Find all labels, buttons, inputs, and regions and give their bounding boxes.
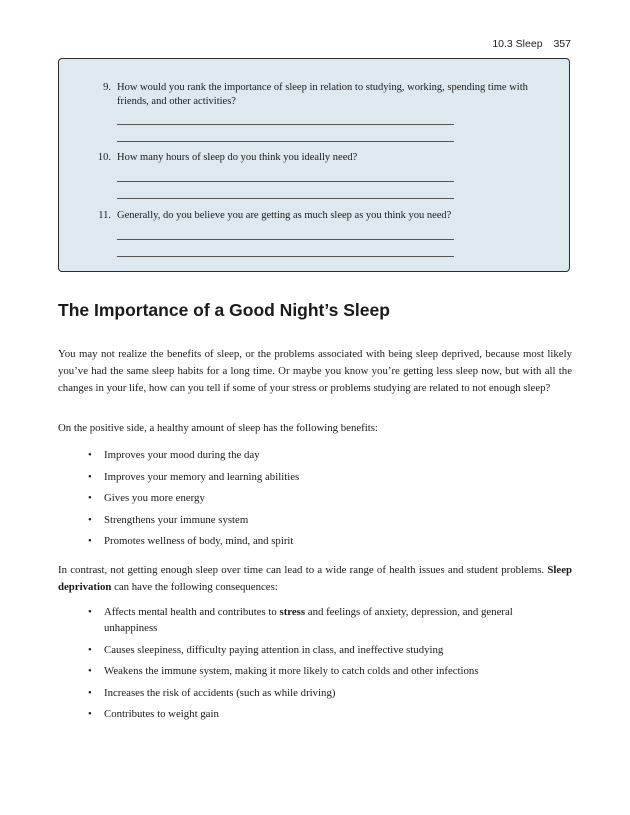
item-text: Weakens the immune system, making it more likely to catch colds and other infections [104, 665, 479, 677]
question-item [89, 151, 529, 199]
list-item: • Promotes wellness of body, mind, and spirit [88, 533, 548, 549]
page-number: 357 [553, 38, 571, 50]
intro-paragraph: You may not realize the benefits of sleep, or the problems associated with being sleep deprived, because most likely you’ve had the same sleep habits for a long time. Or maybe you know you’re getting less sleep now, but with all the changes in your life, how can you tell if some of your stress or problems studying are related to not enough sleep? [58, 348, 572, 395]
reflection-question-box [58, 58, 570, 272]
contrast-paragraph [58, 562, 572, 596]
list-item [88, 685, 548, 701]
list-item [88, 604, 548, 636]
item-text: and feelings of anxiety, depression, and general unhappiness [104, 606, 513, 634]
question-number: 10. [97, 152, 111, 163]
item-text: Contributes to weight gain [104, 708, 219, 720]
question-text: How would you rank the importance of sleep in relation to studying, working, spending time with friends, and other activities? [117, 82, 528, 107]
section-heading: The Importance of a Good Night’s Sleep [58, 300, 390, 320]
answer-line [117, 108, 454, 125]
item-text: Causes sleepiness, difficulty paying attention in class, and ineffective studying [104, 643, 444, 656]
section-label: 10.3 Sleep [492, 38, 543, 50]
answer-line [117, 165, 454, 182]
question-item [89, 81, 529, 142]
list-item: • Gives you more energy [88, 490, 548, 506]
benefits-list [88, 447, 548, 555]
list-item: • Strengthens your immune system [88, 512, 548, 528]
answer-line [117, 125, 454, 142]
consequences-list [88, 604, 548, 728]
answer-line [117, 240, 454, 257]
list-item: • Improves your mood during the day [88, 447, 548, 463]
answer-line [117, 182, 454, 199]
list-item [88, 642, 548, 658]
bold-term: Sleep deprivation [58, 564, 573, 594]
item-text: Increases the risk of accidents (such as while driving) [104, 686, 336, 699]
question-text: Generally, do you believe you are getting as much sleep as you think you need? [117, 210, 452, 221]
list-item [88, 663, 548, 679]
list-item [88, 706, 548, 722]
contrast-tail: can have the following consequences: [114, 581, 278, 594]
contrast-lead: In contrast, not getting enough sleep over time can lead to a wide range of health issues and student problems. [58, 564, 545, 576]
item-text: Affects mental health and contributes to [104, 606, 280, 618]
question-number: 9. [103, 82, 111, 93]
question-item [89, 209, 529, 257]
benefits-intro: On the positive side, a healthy amount of sleep has the following benefits: [58, 422, 378, 434]
answer-line [117, 223, 454, 240]
running-header [492, 38, 571, 50]
question-text: How many hours of sleep do you think you ideally need? [117, 152, 358, 163]
question-number: 11. [98, 210, 111, 221]
list-item: • Improves your memory and learning abilities [88, 469, 548, 485]
bold-term: stress [279, 606, 306, 618]
